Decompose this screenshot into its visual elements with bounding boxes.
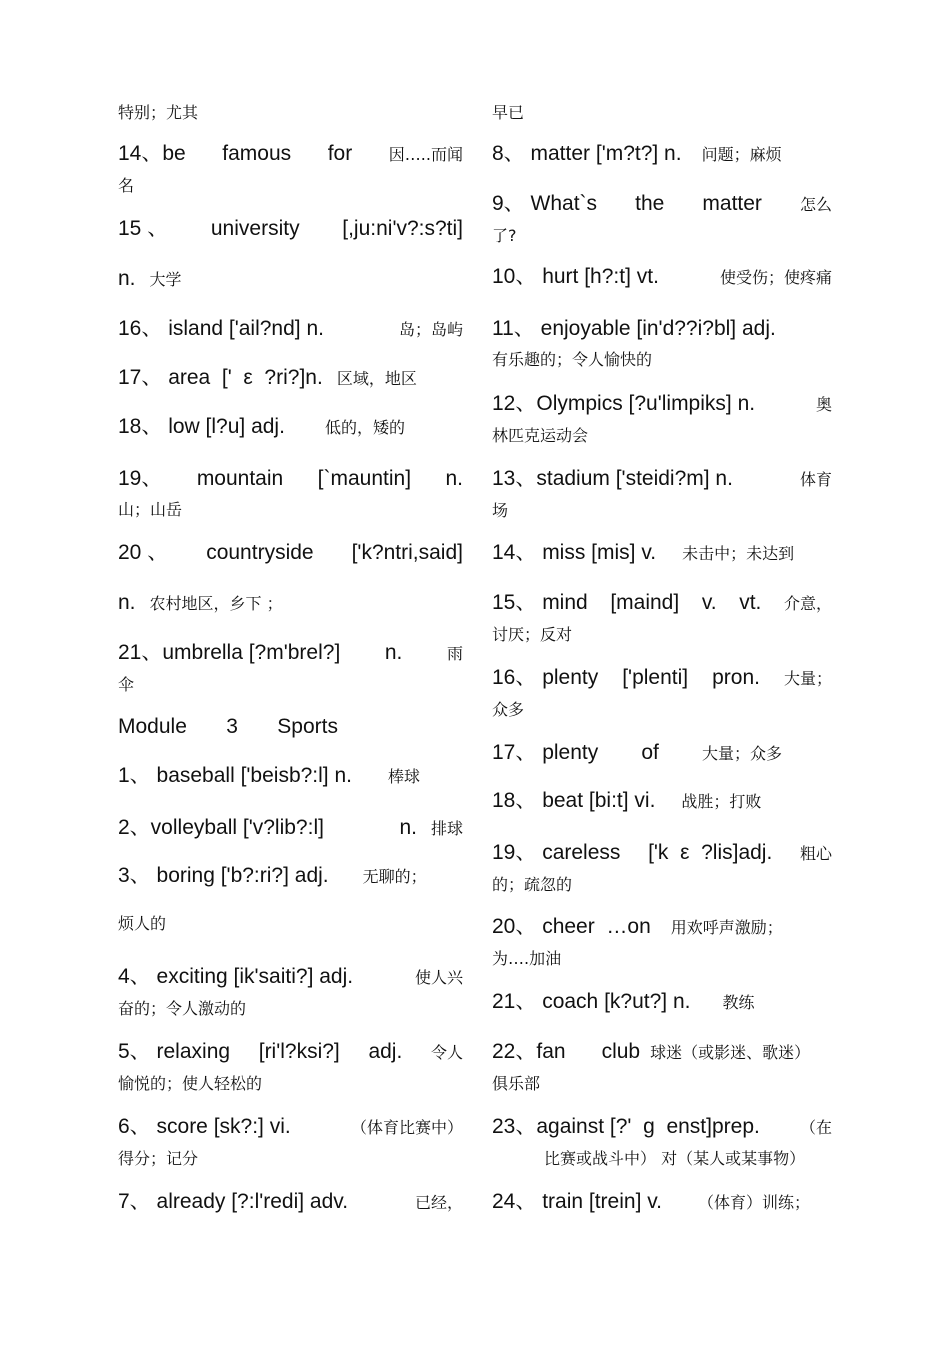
vocab-entry-r23: 23、against [?' ɡ enst]prep. （在 比赛或战斗中） 对（某人或某事物） bbox=[492, 1115, 832, 1168]
vocab-entry-17: 17、 area [' ε ?ri?]n. 区域，地区 bbox=[118, 366, 417, 389]
vocab-entry-m3-cont: 烦人的 bbox=[118, 914, 167, 933]
vocab-entry-r8: 8、 matter ['m?t?] n. 问题；麻烦 bbox=[492, 142, 782, 165]
vocab-entry-r15: 15、 mind [maind] v. vt. 介意， 讨厌；反对 bbox=[492, 591, 832, 644]
vocab-entry-m5: 5、 relaxing [ri'l?ksi?] adj. 令人 愉悦的；使人轻松的 bbox=[118, 1040, 463, 1093]
vocab-entry-19: 19、 mountain [`mauntin] n. 山；山岳 bbox=[118, 467, 463, 519]
vocab-entry-r21: 21、 coach [k?ut?] n. 教练 bbox=[492, 990, 755, 1013]
vocab-entry-r9: 9、 What`s the matter 怎么 了? bbox=[492, 192, 832, 245]
vocab-entry-15: 15 、 university [,ju:ni'v?:s?ti] bbox=[118, 217, 463, 240]
vocab-entry-r19: 19、 careless ['k ε ?lis]adj. 粗心 的；疏忽的 bbox=[492, 841, 832, 894]
module-heading: Module 3 Sports bbox=[118, 715, 338, 738]
vocab-entry-m2: 2、volleyball ['v?lib?:l] n. 排球 bbox=[118, 816, 463, 839]
vocab-entry-m6: 6、 score [sk?:] vi. （体育比赛中） 得分；记分 bbox=[118, 1115, 463, 1168]
vocab-entry-m4: 4、 exciting [ik'saiti?] adj. 使人兴 奋的；令人激动的 bbox=[118, 965, 463, 1018]
vocab-entry-16: 16、 island ['ail?nd] n. 岛；岛屿 bbox=[118, 317, 463, 340]
vocab-entry-r13: 13、stadium ['steidi?m] n. 体育 场 bbox=[492, 467, 832, 520]
vocab-entry-18: 18、 low [l?u] adj. 低的，矮的 bbox=[118, 415, 405, 438]
vocab-entry-r24: 24、 train [trein] v. （体育）训练； bbox=[492, 1190, 811, 1213]
vocab-entry-r22: 22、fan club 球迷（或影迷、歌迷） 俱乐部 bbox=[492, 1040, 811, 1093]
vocab-entry-r11: 11、 enjoyable [in'd??i?bl] adj. 有乐趣的；令人愉快的 bbox=[492, 317, 776, 369]
vocab-entry-m3: 3、 boring ['b?:ri?] adj. 无聊的； bbox=[118, 864, 427, 887]
vocab-entry-r14: 14、 miss [mis] v. 未击中；未达到 bbox=[492, 541, 795, 564]
vocab-entry-20: 20 、 countryside ['k?ntri,said] bbox=[118, 541, 463, 564]
vocab-entry-r16: 16、 plenty ['plenti] pron. 大量； 众多 bbox=[492, 666, 832, 719]
vocab-entry-14: 14、be famous for 因…..而闻 名 bbox=[118, 142, 463, 195]
vocab-entry-m7: 7、 already [?:l'redi] adv. 已经， bbox=[118, 1190, 463, 1213]
line-text: 特别；尤其 bbox=[118, 103, 199, 122]
vocab-entry-15-cont: n. 大学 bbox=[118, 267, 182, 290]
vocab-entry-r10: 10、 hurt [h?:t] vt. 使受伤；使疼痛 bbox=[492, 265, 832, 288]
vocab-entry-r17: 17、 plenty of 大量；众多 bbox=[492, 741, 782, 764]
vocab-entry-r18: 18、 beat [bi:t] vi. 战胜；打败 bbox=[492, 789, 762, 812]
vocab-entry-20-cont: n. 农村地区，乡下 ； bbox=[118, 591, 283, 614]
vocab-entry-r20: 20、 cheer …on 用欢呼声激励； 为….加油 bbox=[492, 915, 783, 968]
vocab-entry-m1: 1、 baseball ['beisb?:l] n. 棒球 bbox=[118, 764, 420, 787]
vocab-entry-r12: 12、Olympics [?u'limpiks] n. 奥 林匹克运动会 bbox=[492, 392, 832, 445]
vocab-entry-21: 21、umbrella [?m'brel?] n. 雨 伞 bbox=[118, 641, 463, 694]
line-text: 早已 bbox=[492, 103, 525, 122]
